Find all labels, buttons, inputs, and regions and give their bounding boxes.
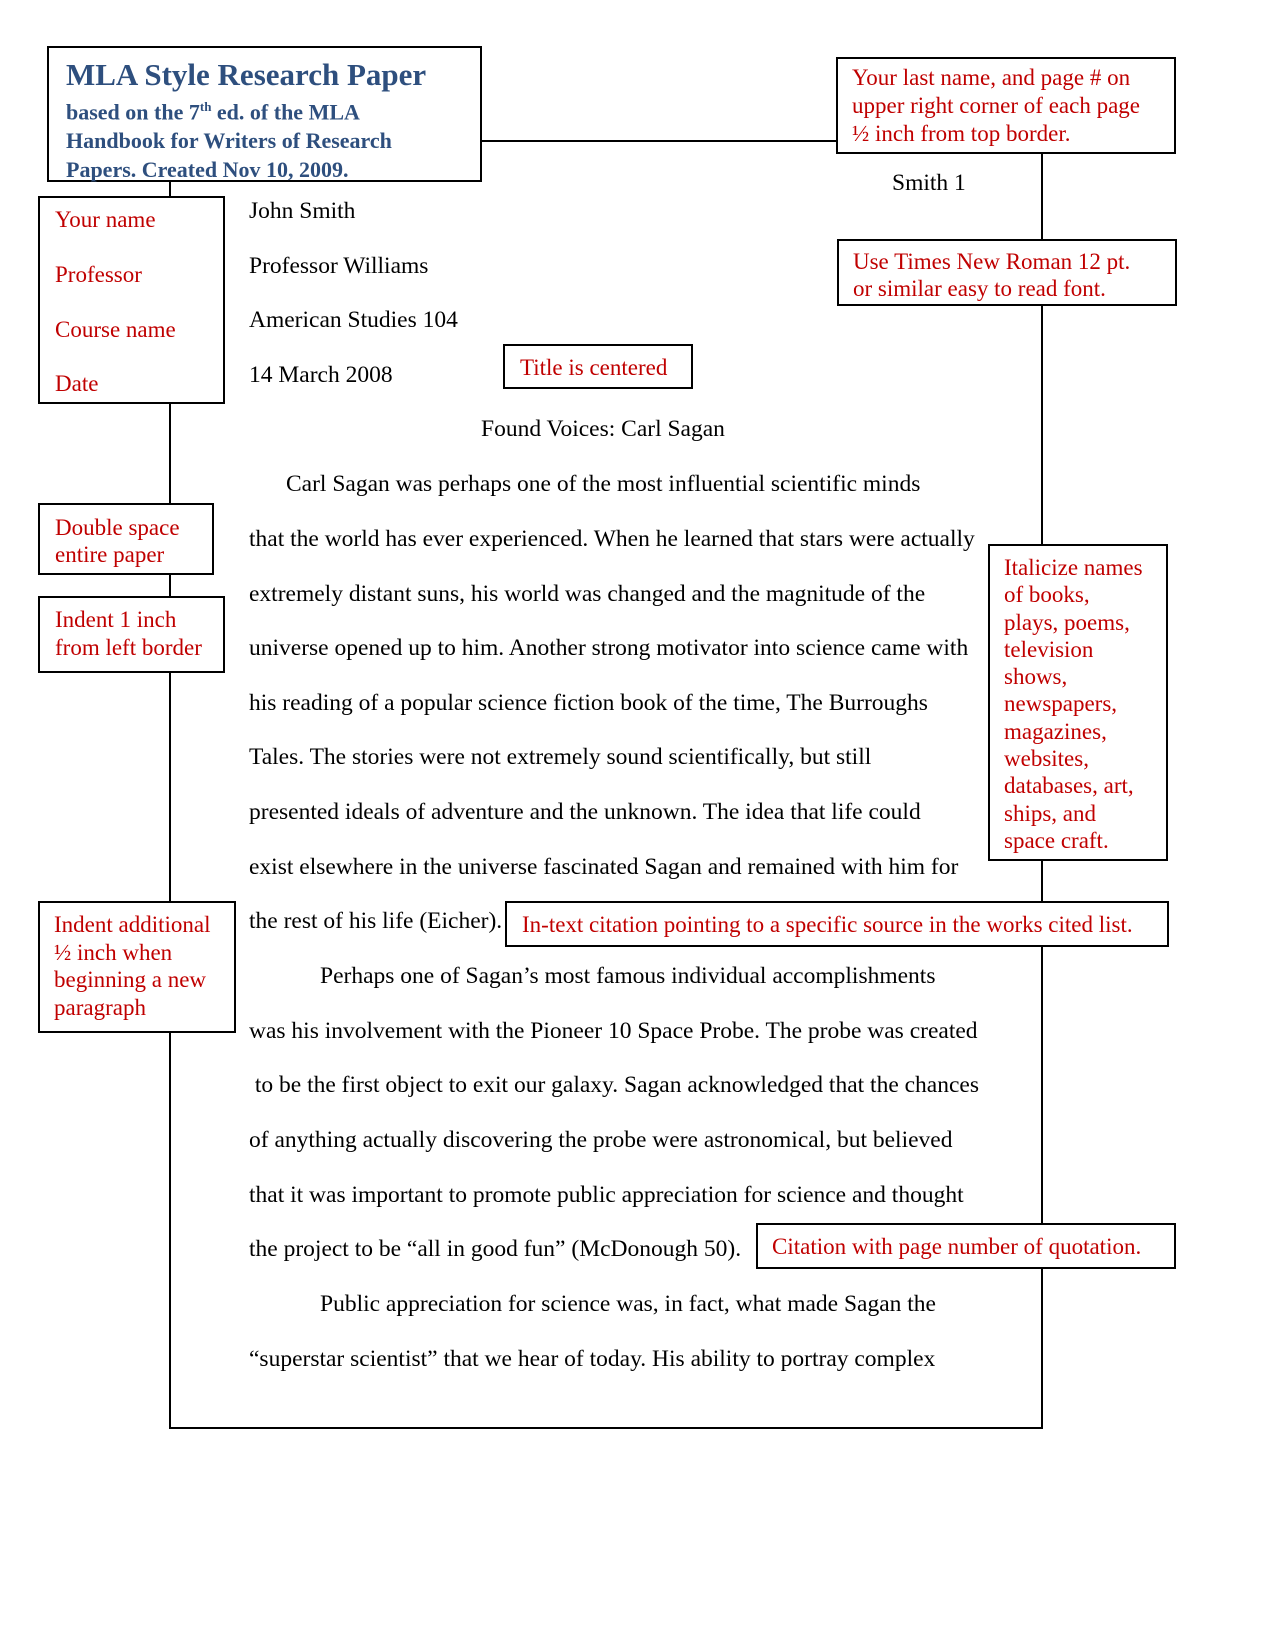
italicize-note [988, 544, 1168, 861]
subtitle-line-1-end: ed. of the MLA [211, 99, 360, 125]
note-line: newspapers, [1004, 691, 1118, 717]
paragraph-indent-note [38, 901, 236, 1033]
page-border-bottom [169, 1427, 1043, 1429]
note-line: space craft. [1004, 827, 1109, 853]
body-line: exist elsewhere in the universe fascinated Sagan and remained with him for [249, 854, 959, 880]
body-line: was his involvement with the Pioneer 10 Space Probe. The probe was created [249, 1018, 978, 1044]
note-line: entire paper [55, 542, 165, 567]
note-line: Course name [55, 317, 176, 342]
note-line: or similar easy to read font. [853, 276, 1106, 301]
running-head: Smith 1 [892, 170, 966, 196]
subtitle-line-3: Papers. Created Nov 10, 2009. [66, 157, 349, 183]
body-line: presented ideals of adventure and the unknown. The idea that life could [249, 799, 921, 825]
note-line: Italicize names [1004, 555, 1143, 580]
note-line: Professor [55, 262, 142, 287]
body-line: the project to be “all in good fun” (McDonough 50). [249, 1236, 742, 1262]
note-line: ½ inch from top border. [852, 121, 1071, 146]
note-line: of books, [1004, 582, 1090, 608]
body-line: of anything actually discovering the probe were astronomical, but believed [249, 1127, 953, 1153]
body-line: “superstar scientist” that we hear of today. His ability to portray complex [249, 1346, 936, 1372]
note-line: In-text citation pointing to a specific source in the works cited list. [522, 912, 1133, 937]
paper-title: Found Voices: Carl Sagan [481, 416, 725, 442]
note-line: Date [55, 371, 99, 396]
page-header-note [836, 57, 1176, 154]
course-name: American Studies 104 [249, 307, 458, 333]
title-box [47, 46, 482, 182]
body-line: his reading of a popular science fiction book of the time, The Burroughs [249, 690, 928, 716]
body-line: Perhaps one of Sagan’s most famous individual accomplishments [320, 963, 936, 989]
subtitle-line-1: based on the 7 [66, 99, 200, 125]
body-line: that the world has ever experienced. When he learned that stars were actually [249, 526, 975, 552]
body-line: Carl Sagan was perhaps one of the most influential scientific minds [286, 471, 921, 497]
body-line: universe opened up to him. Another strong motivator into science came with [249, 635, 969, 661]
student-name: John Smith [249, 198, 356, 224]
note-line: websites, [1004, 746, 1089, 772]
note-line: Your name [55, 207, 156, 232]
title-centered-note [503, 344, 693, 389]
note-line: Indent additional [54, 912, 211, 937]
in-text-citation-note [505, 901, 1169, 947]
indent-note [38, 596, 225, 673]
note-line: upper right corner of each page [852, 93, 1140, 118]
body-line: that it was important to promote public appreciation for science and thought [249, 1182, 964, 1208]
note-line: shows, [1004, 664, 1068, 690]
note-line: Double space [55, 515, 180, 540]
document-subtitle [66, 92, 480, 184]
note-line: Your last name, and page # on [852, 65, 1131, 90]
note-line: magazines, [1004, 718, 1107, 744]
note-line: television [1004, 636, 1094, 662]
heading-note [38, 196, 225, 404]
note-line: ships, and [1004, 800, 1096, 826]
note-line: paragraph [54, 994, 146, 1020]
subtitle-superscript: th [199, 99, 212, 114]
document-title: MLA Style Research Paper [66, 57, 427, 92]
body-line: Public appreciation for science was, in fact, what made Sagan the [320, 1291, 936, 1317]
font-note [837, 239, 1177, 306]
page-border-top [480, 140, 837, 142]
subtitle-line-2: Handbook for Writers of Research [66, 128, 392, 154]
note-line: Title is centered [520, 355, 668, 380]
body-line: the rest of his life (Eicher). [249, 908, 503, 934]
note-line: Indent 1 inch [55, 607, 177, 632]
note-line: Citation with page number of quotation. [772, 1234, 1142, 1259]
page-citation-note [756, 1223, 1176, 1269]
note-line: databases, art, [1004, 773, 1134, 799]
double-space-note [38, 503, 214, 575]
note-line: ½ inch when [54, 939, 173, 965]
professor-name: Professor Williams [249, 253, 429, 279]
note-line: plays, poems, [1004, 609, 1130, 635]
body-line: extremely distant suns, his world was changed and the magnitude of the [249, 581, 926, 607]
note-line: from left border [55, 635, 202, 660]
body-line: Tales. The stories were not extremely sound scientifically, but still [249, 744, 872, 770]
note-line: beginning a new [54, 967, 207, 992]
paper-date: 14 March 2008 [249, 362, 393, 388]
body-line: to be the first object to exit our galaxy. Sagan acknowledged that the chances [249, 1072, 979, 1098]
note-line: Use Times New Roman 12 pt. [853, 249, 1131, 274]
